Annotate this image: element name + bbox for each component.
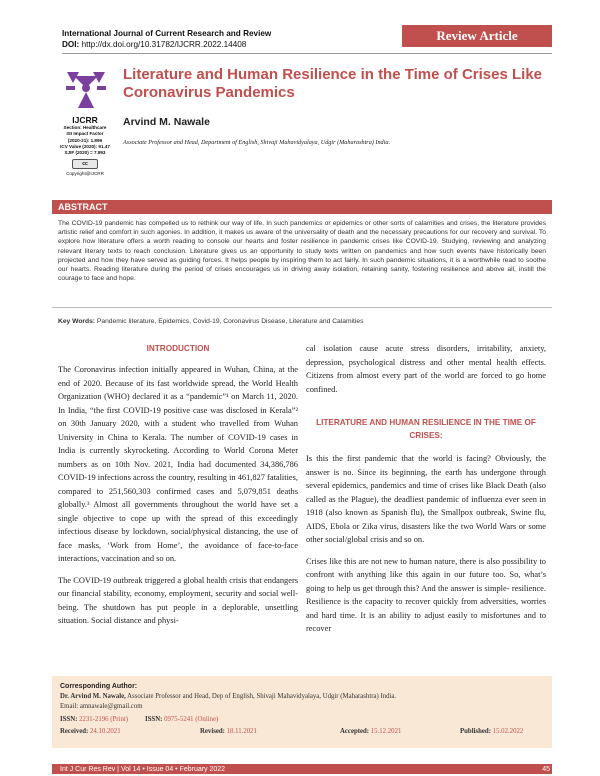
author-affiliation: Associate Professor and Head, Department of English, Shivaji Mahavidyalaya, Udgir (Maharashtra) India. bbox=[123, 139, 391, 146]
creative-commons-icon: cc bbox=[72, 159, 98, 169]
revised-date: Revised: 18.11.2021 bbox=[200, 728, 257, 735]
issn-online: 0975-5241 (Online) bbox=[164, 716, 219, 723]
published-date: Published: 15.02.2022 bbox=[460, 728, 524, 735]
right-column bbox=[306, 342, 546, 636]
corr-affiliation: Associate Professor and Head, Dep of English, Shivaji Mahavidyalaya, Udgir (Maharashtra) India. bbox=[125, 693, 397, 700]
header-divider bbox=[62, 53, 552, 54]
spacer bbox=[306, 396, 546, 416]
ijcrr-label: IJCRR bbox=[72, 115, 98, 125]
accepted-date: Accepted: 15.12.2021 bbox=[340, 728, 402, 735]
section-heading-resilience: LITERATURE AND HUMAN RESILIENCE IN THE TIME OF CRISES: bbox=[316, 418, 536, 440]
spacer bbox=[58, 355, 298, 363]
article-title: Literature and Human Resilience in the Time of Crises Like Coronavirus Pandemics bbox=[123, 66, 543, 101]
journal-header bbox=[62, 28, 392, 50]
corr-title: Corresponding Author: bbox=[60, 683, 138, 690]
keywords-label: Key Words: bbox=[58, 318, 96, 325]
article-type-badge: Review Article bbox=[402, 25, 552, 47]
paragraph: Is this the first pandemic that the world is facing? Obviously, the answer is no. Since its beginning, the earth has undergone through several epidemics, pandemics and time of crises like Black Death (also called as the Plague), the deadliest pandemic of influenza ever seen in 1918 (also known as Spanish flu), the Smallpox outbreak, Swine flu, AIDS, Ebola or Zika virus, disasters like the two World Wars or some other social/global crisis and so on. bbox=[306, 454, 546, 544]
copyright-text: Copyright@IJCRR bbox=[66, 171, 104, 177]
spacer bbox=[306, 442, 546, 452]
issn-label: ISSN: bbox=[60, 716, 78, 723]
corr-details bbox=[60, 692, 544, 702]
metric-line: ISI Impact Factor bbox=[66, 131, 104, 137]
spacer bbox=[58, 566, 298, 574]
ijcrr-logo bbox=[58, 62, 114, 114]
journal-metrics bbox=[50, 115, 120, 177]
paragraph: cal isolation cause acute stress disorders, irritability, anxiety, depression, psychological distress and other mental health effects. Citizens from almost every part of the world are forced to go home confined. bbox=[306, 344, 546, 394]
abstract-box bbox=[52, 214, 552, 308]
abstract-text: The COVID-19 pandemic has compelled us to rethink our way of life. In such pandemics or epidemics or other sorts of calamities and crises, the literature provides artistic relief and comfort in such agonies. In addition, it makes us aware of the universality of death and the necessary precautions for our recovery and survival. To explore how literature offers a worth reading to console our hearts and foster resilience in pandemic crises like COVID-19. Studying, reviewing and analyzing relevant literary texts to reach conclusion. Literature gives us an opportunity to study texts written on pandemics and how such events have historically been projected and how they have served as guiding forces. It helps people by inspiring them to act fairly. In such pandemic situations, it is a worthwhile read to soothe our hearts. Reading literature during the period of crises encourages us in driving away isolation, retaining sanity, fostering resilience and above all, instill the courage to face and hope. bbox=[58, 220, 546, 283]
doi-link[interactable]: http://dx.doi.org/10.31782/IJCRR.2022.14408 bbox=[81, 40, 247, 49]
spacer bbox=[306, 547, 546, 555]
issn-print: 2231-2196 (Print) bbox=[79, 716, 128, 723]
corresponding-author-box bbox=[52, 676, 552, 748]
paragraph: Crises like this are not new to human nature, there is also possibility to confront with anything like this again in our future too. So, what’s going to help us get through this? And the answer is simple- resilience. Resilience is the capacity to recover quickly from adversities, worries and hard time. It is an ability to adjust easily to misfortunes and to recover bbox=[306, 556, 546, 633]
corr-name: Dr. Arvind M. Nawale, bbox=[60, 693, 126, 700]
dates-row bbox=[60, 726, 544, 738]
keywords bbox=[58, 318, 548, 325]
page-number: 45 bbox=[542, 766, 550, 773]
keywords-list: Pandemic literature, Epidemics, Covid-19, Coronavirus Disease, Literature and Calamities bbox=[96, 318, 364, 325]
metric-line: SJIF (2020) = 7.893 bbox=[64, 150, 106, 156]
issn-label: ISSN: bbox=[145, 716, 163, 723]
doi-line bbox=[62, 39, 392, 50]
metric-line: ICV Value (2020): 91.47 bbox=[60, 143, 110, 149]
author-name: Arvind M. Nawale bbox=[123, 116, 210, 128]
issn-row bbox=[60, 714, 544, 726]
left-column bbox=[58, 342, 298, 628]
metric-line: Section: Healthcare bbox=[63, 125, 107, 130]
doi-label: DOI: bbox=[62, 40, 80, 49]
paragraph: The Coronavirus infection initially appeared in Wuhan, China, at the end of 2020. Because of its fast worldwide spread, the World Health Organization (WHO) declared it as a “pandemic”¹ on March 11, 2020. In India, “the first COVID-19 positive case was disclosed in Kerala”² on 30th January 2020, with a student who travelled from Wuhan University in China to Kerala. The number of COVID-19 cases in India is currently skyrocketing. According to World Corona Meter numbers as on 10th Nov. 2021, India had documented 34,386,786 COVID-19 infections across the country, resulting in 461,827 fatalities, compared to 251,560,303 confirmed cases and 5,079,851 deaths globally.³ Almost all governments throughout the world have set a single objective to cope up with the spread of this exceedingly infectious disease by lockdown, social/physical distancing, the use of face masks, ‘Work from Home’, the avoidance of face-to-face interactions, vaccination and so on. bbox=[58, 365, 298, 563]
metric-line: (2020-21): 1.899 bbox=[67, 137, 103, 143]
corr-email[interactable]: Email: amnawale@gmail.com bbox=[60, 703, 143, 710]
journal-name: International Journal of Current Research and Review bbox=[62, 29, 272, 38]
section-heading-introduction: INTRODUCTION bbox=[146, 344, 210, 353]
received-date: Received: 24.10.2021 bbox=[60, 728, 121, 735]
abstract-heading: ABSTRACT bbox=[52, 200, 552, 214]
footer-citation: Int J Cur Res Rev | Vol 14 • Issue 04 • February 2022 bbox=[60, 766, 226, 773]
paragraph: The COVID-19 outbreak triggered a global health crisis that endangers our financial stability, economy, employment, security and social well-being. The shutdown has put people in a deplorable, unsettling situation. Social distance and physi- bbox=[58, 575, 298, 625]
